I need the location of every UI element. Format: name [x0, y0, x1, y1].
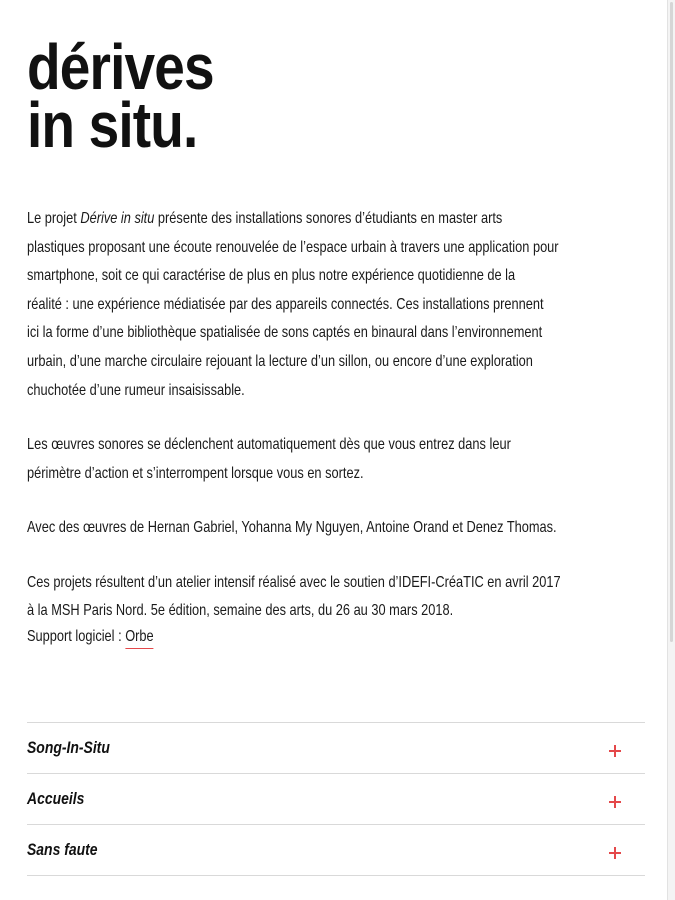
intro-line-3: smartphone, soit ce qui caractérise de plus en plus notre expérience quotidienne de la	[27, 267, 516, 285]
plus-icon[interactable]	[609, 796, 621, 808]
intro-text: présente des installations sonores d’étudiants en master arts	[154, 210, 503, 227]
intro-line-4: réalité : une expérience médiatisée par des appareils connectés. Ces installations prennent	[27, 295, 544, 313]
plus-icon[interactable]	[609, 745, 621, 757]
accordion-item-accueils[interactable]	[27, 774, 645, 825]
triggers-line-2: périmètre d’action et s’interrompent lorsque vous en sortez.	[27, 464, 364, 482]
accordion-item-label: Song-In-Situ	[27, 738, 110, 757]
intro-text: Le projet	[27, 210, 81, 227]
scrollbar-thumb[interactable]	[670, 2, 673, 642]
intro-line-2: plastiques proposant une écoute renouvelée de l’espace urbain à travers une application pour	[27, 238, 559, 256]
scrollbar-track[interactable]	[667, 0, 675, 900]
triggers-line-1: Les œuvres sonores se déclenchent automatiquement dès que vous entrez dans leur	[27, 436, 511, 454]
intro-line-7: chuchotée d’une rumeur insaisissable.	[27, 381, 245, 399]
orbe-link[interactable]: Orbe	[125, 628, 153, 649]
credits-line-1: Ces projets résultent d’un atelier intensif réalisé avec le soutien d’IDEFI-CréaTIC en avril 2017	[27, 573, 561, 591]
project-accordion	[27, 722, 645, 876]
project-name-emphasis: Dérive in situ	[80, 210, 155, 227]
accordion-item-label: Sans faute	[27, 840, 98, 859]
page-title	[27, 31, 214, 161]
plus-icon[interactable]	[609, 847, 621, 859]
intro-line-1	[27, 205, 539, 234]
accordion-item-label: Accueils	[27, 789, 85, 808]
title-line-2: in situ.	[27, 89, 198, 161]
paragraph-gap	[27, 405, 667, 431]
title-line-1: dérives	[27, 31, 214, 103]
paragraph-gap	[27, 543, 667, 569]
intro-line-6: urbain, d’une marche circulaire rejouant la lecture d’un sillon, ou encore d’une exploration	[27, 352, 533, 370]
project-description	[27, 205, 667, 650]
intro-line-5: ici la forme d’une bibliothèque spatialisée de sons captés en binaural dans l’environnement	[27, 324, 543, 342]
artists-line: Avec des œuvres de Hernan Gabriel, Yohanna My Nguyen, Antoine Orand et Denez Thomas.	[27, 519, 557, 537]
accordion-item-song-in-situ[interactable]	[27, 723, 645, 774]
support-label: Support logiciel :	[27, 627, 126, 645]
support-line	[27, 624, 539, 650]
paragraph-gap	[27, 488, 667, 514]
accordion-item-sans-faute[interactable]	[27, 825, 645, 876]
credits-line-2: à la MSH Paris Nord. 5e édition, semaine des arts, du 26 au 30 mars 2018.	[27, 601, 454, 619]
